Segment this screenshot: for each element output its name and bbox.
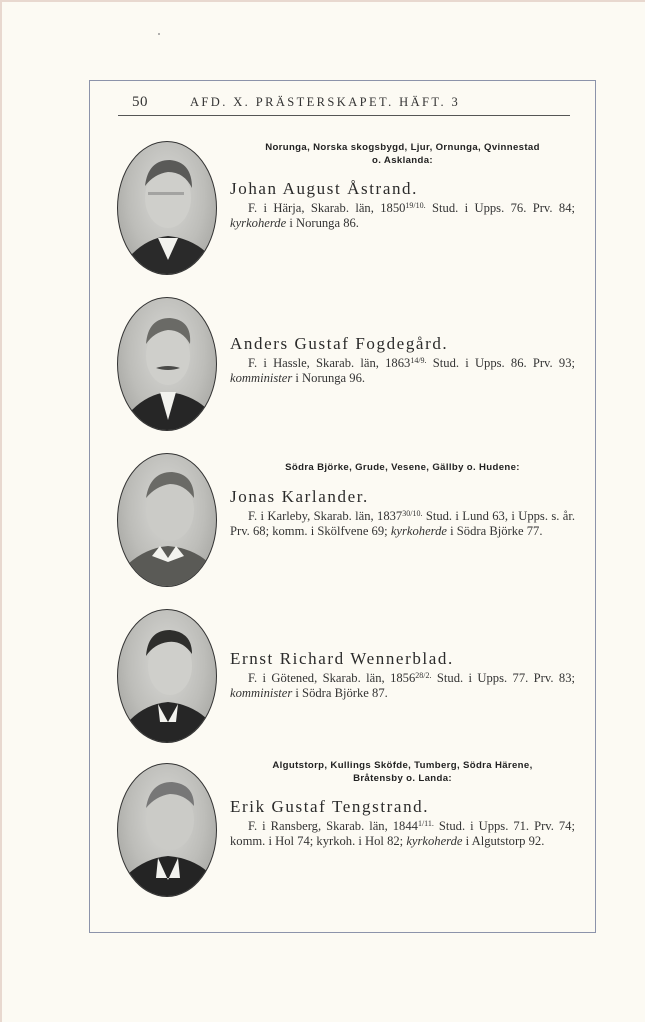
career-info: Stud. i Upps. 77. Prv. 83; — [431, 671, 575, 685]
biography-entry — [230, 797, 575, 849]
current-title: komminister — [230, 686, 293, 700]
biography-text — [230, 201, 575, 231]
portrait-silhouette-icon — [118, 298, 217, 431]
parish-heading — [230, 461, 575, 474]
current-post: i Algutstorp 92. — [462, 834, 545, 848]
portrait-photo — [117, 141, 217, 275]
birth-date: 30/10. — [402, 509, 423, 518]
parish-heading-line: Södra Björke, Grude, Vesene, Gällby o. Hudene: — [285, 462, 520, 473]
person-name: Anders Gustaf Fogdegård. — [230, 334, 449, 353]
current-title: kyrkoherde — [390, 524, 447, 538]
biography-text — [230, 819, 575, 849]
portrait-photo — [117, 453, 217, 587]
parish-heading-line: Bråtensby o. Landa: — [353, 773, 452, 784]
current-title: kyrkoherde — [230, 216, 287, 230]
portrait-silhouette-icon — [118, 610, 217, 743]
biography-entry — [230, 487, 575, 539]
current-post: i Norunga 86. — [286, 216, 359, 230]
portrait-photo — [117, 763, 217, 897]
career-info: Stud. i Upps. 76. Prv. 84; — [425, 201, 575, 215]
parish-heading — [230, 141, 575, 167]
biography-entry — [230, 334, 575, 386]
section-title: AFD. X. PRÄSTERSKAPET. HÄFT. 3 — [190, 95, 461, 109]
birth-info: F. i Härja, Skarab. län, 1850 — [248, 201, 406, 215]
parish-heading-line: o. Asklanda: — [372, 155, 433, 166]
person-name: Jonas Karlander. — [230, 487, 369, 506]
portrait-photo — [117, 297, 217, 431]
birth-date: 28/2. — [415, 671, 432, 680]
portrait-silhouette-icon — [118, 142, 217, 275]
career-info: Stud. i Upps. 86. Prv. 93; — [426, 356, 575, 370]
biography-text — [230, 509, 575, 539]
birth-info: F. i Götened, Skarab. län, 1856 — [248, 671, 416, 685]
running-head — [118, 93, 570, 116]
current-post: i Norunga 96. — [292, 371, 366, 385]
page-number: 50 — [132, 94, 148, 110]
parish-heading — [230, 759, 575, 785]
person-name: Erik Gustaf Tengstrand. — [230, 797, 430, 816]
parish-heading-line: Algutstorp, Kullings Sköfde, Tumberg, Södra Härene, — [272, 760, 533, 771]
paper-speck — [158, 33, 160, 35]
birth-date: 1/11. — [417, 819, 434, 828]
biography-text — [230, 671, 575, 701]
current-post: i Södra Björke 87. — [292, 686, 388, 700]
parish-heading-line: Norunga, Norska skogsbygd, Ljur, Ornunga, Qvinnestad — [265, 142, 540, 153]
biography-entry — [230, 649, 575, 701]
biography-entry — [230, 179, 575, 231]
portrait-silhouette-icon — [118, 764, 217, 897]
career-info: Stud. i Upps. 71. Prv. 74; komm. i Hol 74; kyrkoh. i Hol 82; — [230, 819, 575, 848]
birth-info: F. i Hassle, Skarab. län, 1863 — [248, 356, 411, 370]
birth-date: 14/9. — [410, 356, 427, 365]
birth-date: 19/10. — [405, 201, 426, 210]
current-title: komminister — [230, 371, 293, 385]
person-name: Ernst Richard Wennerblad. — [230, 649, 454, 668]
page-frame — [89, 80, 596, 933]
person-name: Johan August Åstrand. — [230, 179, 419, 198]
birth-info: F. i Karleby, Skarab. län, 1837 — [248, 509, 403, 523]
current-post: i Södra Björke 77. — [447, 524, 543, 538]
birth-info: F. i Ransberg, Skarab. län, 1844 — [248, 819, 418, 833]
current-title: kyrkoherde — [406, 834, 463, 848]
biography-text — [230, 356, 575, 386]
portrait-silhouette-icon — [118, 454, 217, 587]
portrait-photo — [117, 609, 217, 743]
career-info: Stud. i Lund 63, i Upps. s. år. Prv. 68; komm. i Skölfvene 69; — [230, 509, 575, 538]
